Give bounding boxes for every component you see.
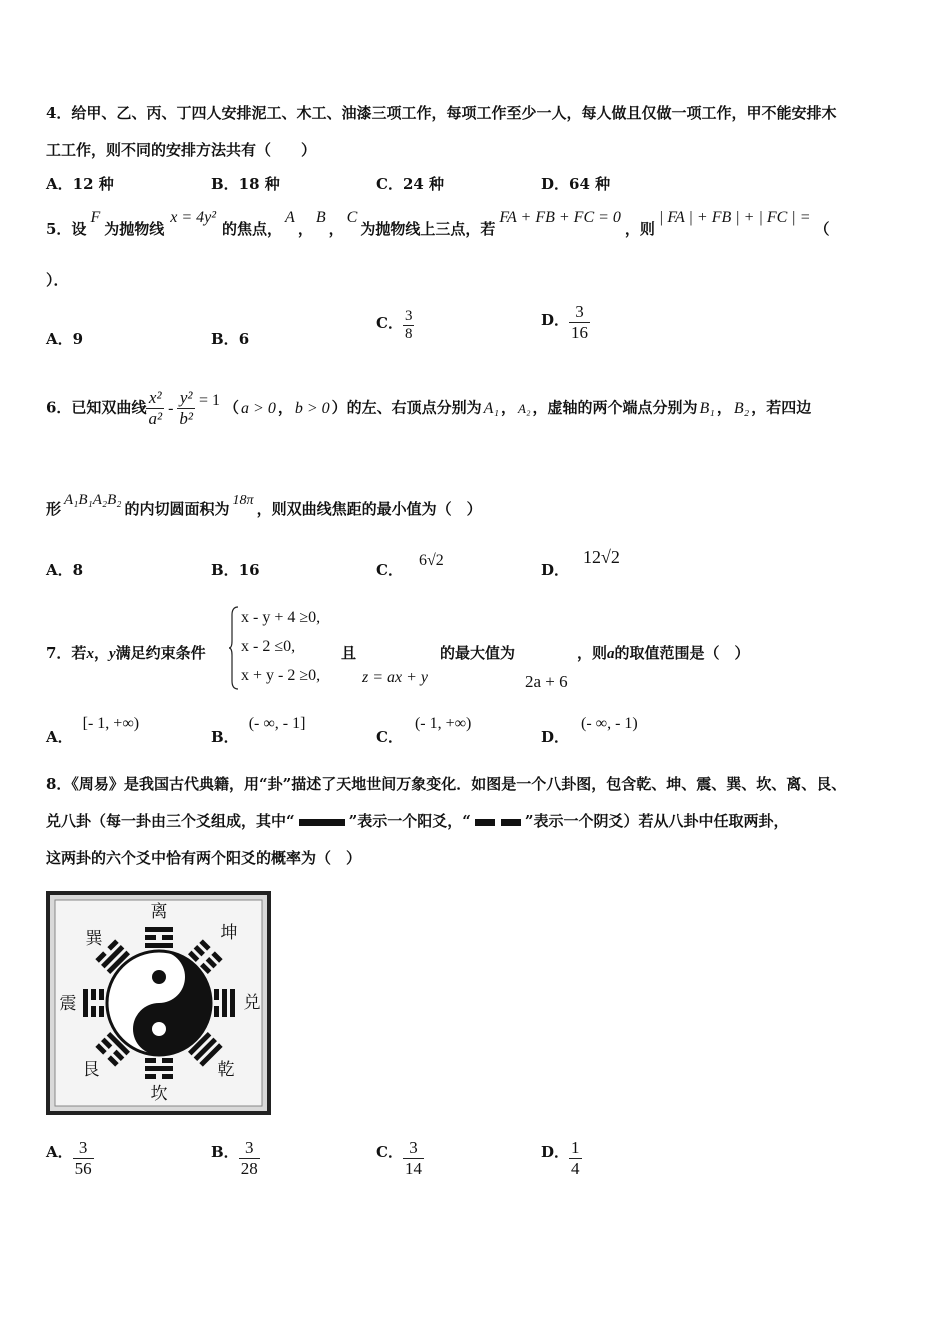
q5-c-denominator: 8	[404, 326, 413, 343]
q6-option-c-label: C．	[376, 561, 403, 579]
q5-text-3: 的焦点，	[222, 220, 283, 238]
q5-option-a-value: 9	[72, 330, 84, 348]
q8-option-a-label: A．	[46, 1142, 73, 1161]
q5-text-5: ，则	[624, 220, 655, 238]
q6-stem	[46, 388, 811, 428]
q6-line2	[46, 488, 482, 518]
q6-text-1: 6．已知双曲线	[46, 398, 147, 417]
q7-option-b-value: (- ∞, - 1]	[248, 715, 306, 732]
q6-fraction-y	[177, 388, 195, 428]
q5-c-numerator: 3	[403, 308, 415, 326]
q7-prefix: 7．若	[46, 644, 87, 662]
q8-line2	[46, 810, 789, 831]
q4-line2: 工工作，则不同的安排方法共有（ ）	[46, 141, 317, 159]
q5-option-c-fraction	[403, 308, 415, 344]
q8-line3: 这两卦的六个爻中恰有两个阳爻的概率为（ ）	[46, 849, 362, 867]
q6-option-a	[46, 559, 83, 580]
q6-end-b2: B₂	[733, 399, 750, 417]
q6-fx-den: a²	[148, 408, 163, 428]
q5-text-6: （	[814, 220, 830, 238]
q4-line1: 4．给甲、乙、丙、丁四人安排泥工、木工、油漆三项工作，每项工作至少一人，每人做且仅做一项工作，甲不能安排木	[46, 104, 837, 122]
q7-var-y: y	[108, 646, 116, 662]
q8-option-d-label: D．	[541, 1142, 570, 1161]
q5-option-a-label: A．	[46, 330, 73, 348]
q8-option-c	[376, 1138, 424, 1178]
q8-option-b-fraction	[239, 1138, 260, 1178]
q6-option-b-value: 16	[238, 561, 260, 579]
q6-fy-num: y²	[177, 388, 195, 409]
q8-option-c-label: C．	[376, 1142, 403, 1161]
trigram-label-gen: 艮	[82, 1060, 100, 1080]
q8-option-b-label: B．	[211, 1142, 239, 1161]
q7-constraint-text: 满足约束条件	[115, 644, 206, 662]
q8-line2-text-2: ”表示一个阳爻，“	[348, 812, 471, 830]
q6-minus: -	[168, 399, 174, 417]
q6-vertex-a2: A₂	[518, 400, 531, 416]
bagua-figure	[46, 891, 271, 1115]
q7-option-b	[211, 712, 306, 746]
yang-line-icon	[299, 819, 345, 826]
q8-option-a	[46, 1138, 94, 1178]
q7-option-c-value: (- 1, +∞)	[414, 715, 472, 732]
q8-option-d	[541, 1138, 582, 1178]
q7-max-value: 2a + 6	[525, 672, 568, 691]
q7-comma: ，	[93, 644, 109, 662]
q7-then: ，则	[577, 644, 608, 662]
q7-option-b-label: B．	[211, 728, 239, 746]
q8-option-d-fraction	[569, 1138, 582, 1178]
q7-option-a	[46, 712, 140, 746]
q6-option-d-value: 12√2	[583, 547, 620, 567]
q7-option-a-label: A．	[46, 728, 73, 746]
q7-objective: z = ax + y	[362, 669, 429, 686]
q6-option-d-label: D．	[541, 561, 570, 579]
q8-c-den: 14	[404, 1158, 422, 1178]
q5-option-b-value: 6	[238, 330, 250, 348]
q7-constraint-1: x - y + 4 ≥0,	[241, 609, 321, 626]
q7-system-lines	[241, 603, 320, 690]
q6-option-c	[376, 549, 444, 579]
q8-a-den: 56	[74, 1158, 92, 1178]
trigram-label-zhen: 震	[59, 994, 77, 1014]
q5-point-a: A	[285, 209, 295, 226]
q5-focus-f: F	[90, 209, 101, 226]
q8-b-den: 28	[240, 1158, 258, 1178]
q6-sep: ，	[277, 398, 293, 417]
q6-option-a-value: 8	[72, 561, 84, 579]
trigram-label-kun: 坤	[220, 923, 238, 943]
q6-fy-den: b²	[179, 408, 193, 428]
q6-line2-text-2: 的内切圆面积为	[124, 500, 230, 518]
q6-cond-b: b > 0	[294, 399, 330, 417]
q5-parabola-eq: x = 4y²	[170, 209, 217, 226]
trigram-label-dui: 兑	[243, 993, 261, 1013]
q6-fx-num: x²	[146, 388, 164, 409]
q6-option-b	[211, 559, 260, 580]
trigram-label-qian: 乾	[217, 1060, 235, 1080]
q6-fraction-x	[146, 388, 164, 428]
q7-option-c	[376, 712, 472, 746]
q8-line2-text-3: ”表示一个阴爻）若从八卦中任取两卦，	[524, 812, 789, 830]
q5-option-d-fraction	[569, 302, 590, 342]
q5-sep-1: ，	[297, 220, 313, 238]
q5-option-d-label: D．	[541, 310, 570, 329]
q8-a-num: 3	[73, 1138, 94, 1159]
q6-text-5: ，若四边	[751, 398, 812, 417]
q6-option-a-label: A．	[46, 561, 73, 579]
q6-text-2: （	[224, 398, 240, 417]
q4-option-b: B．18 种	[211, 175, 280, 193]
q5-option-d	[541, 302, 590, 342]
q6-option-b-label: B．	[211, 561, 239, 579]
q5-option-c	[376, 308, 414, 344]
q7-text-1	[46, 642, 206, 663]
q6-option-d	[541, 547, 620, 579]
trigram-label-kan: 坎	[150, 1084, 168, 1104]
q6-text-4: ，虚轴的两个端点分别为	[532, 398, 698, 417]
q7-constraint-2: x - 2 ≤0,	[241, 638, 296, 655]
q6-quadrilateral: A₁B₁A₂B₂	[64, 492, 122, 508]
q5-option-b	[211, 328, 249, 349]
q5-text-4: 为抛物线上三点，若	[360, 220, 496, 238]
q7-option-c-label: C．	[376, 728, 403, 746]
q6-end-b1: B₁	[699, 399, 715, 417]
q7-var-x: x	[86, 646, 94, 662]
q5-line2: ）．	[46, 271, 69, 289]
q8-d-num: 1	[571, 1138, 580, 1157]
trigram-label-xun: 巽	[85, 929, 103, 949]
q5-point-b: B	[315, 209, 326, 226]
q5-stem	[46, 206, 916, 238]
q6-comma-2: ，	[716, 398, 732, 417]
q6-circle-area: 18π	[232, 493, 254, 508]
q7-option-d	[541, 712, 638, 746]
q8-line2-text-1: 兑八卦（每一卦由三个爻组成，其中“	[46, 812, 295, 830]
q6-line2-text-1: 形	[46, 500, 62, 518]
q7-text-2: 的最大值为	[440, 644, 516, 662]
q6-line2-text-3: ，则双曲线焦距的最小值为（ ）	[256, 500, 482, 518]
q8-option-a-fraction	[73, 1138, 94, 1178]
q4-option-a: A．12 种	[46, 175, 114, 193]
q8-b-num: 3	[239, 1138, 260, 1159]
q6-vertex-a1: A₁	[483, 399, 500, 417]
q5-vector-eq: FA + FB + FC = 0	[499, 209, 621, 226]
q4-option-d: D．64 种	[541, 175, 611, 193]
q8-line1: 8．《周易》是我国古代典籍，用“卦”描述了天地世间万象变化．如图是一个八卦图，包含乾、坤、震、巽、坎、离、艮、	[46, 775, 847, 793]
q8-option-c-fraction	[403, 1138, 424, 1178]
yin-line-icon	[475, 812, 521, 830]
yin-yang-icon	[107, 951, 211, 1055]
q5-text-1: 5．设	[46, 220, 87, 238]
q6-cond-a: a > 0	[241, 399, 276, 417]
q6-option-c-value: 6√2	[418, 552, 444, 569]
q7-var-a: a	[607, 646, 615, 662]
q8-d-den: 4	[571, 1158, 580, 1178]
q7-constraint-3: x + y - 2 ≥0,	[241, 667, 321, 684]
q7-brace	[228, 605, 240, 691]
q5-abs-expr: | FA | + FB | + | FC | =	[658, 209, 811, 226]
q6-comma-1: ，	[501, 398, 517, 417]
q5-option-a	[46, 328, 83, 349]
q7-option-d-label: D．	[541, 728, 570, 746]
q5-option-c-label: C．	[376, 314, 403, 333]
q5-d-denominator: 16	[571, 322, 589, 342]
bagua-diagram	[46, 891, 271, 1115]
q5-point-c: C	[346, 209, 358, 226]
q5-d-numerator: 3	[569, 302, 590, 323]
q7-option-d-value: (- ∞, - 1)	[581, 715, 638, 732]
q7-text-3	[577, 642, 750, 663]
trigram-label-li: 离	[150, 902, 168, 922]
q6-equals-one: = 1	[199, 391, 221, 409]
q6-text-3: ）的左、右顶点分别为	[331, 398, 482, 417]
q5-sep-2: ，	[328, 220, 344, 238]
q4-option-c: C．24 种	[376, 175, 445, 193]
q5-text-2: 为抛物线	[104, 220, 165, 238]
q7-and: 且	[341, 644, 357, 662]
q7-range-text: 的取值范围是（ ）	[614, 644, 750, 662]
q7-option-a-value: [- 1, +∞)	[82, 715, 140, 732]
q5-option-b-label: B．	[211, 330, 239, 348]
q8-c-num: 3	[403, 1138, 424, 1159]
q8-option-b	[211, 1138, 260, 1178]
